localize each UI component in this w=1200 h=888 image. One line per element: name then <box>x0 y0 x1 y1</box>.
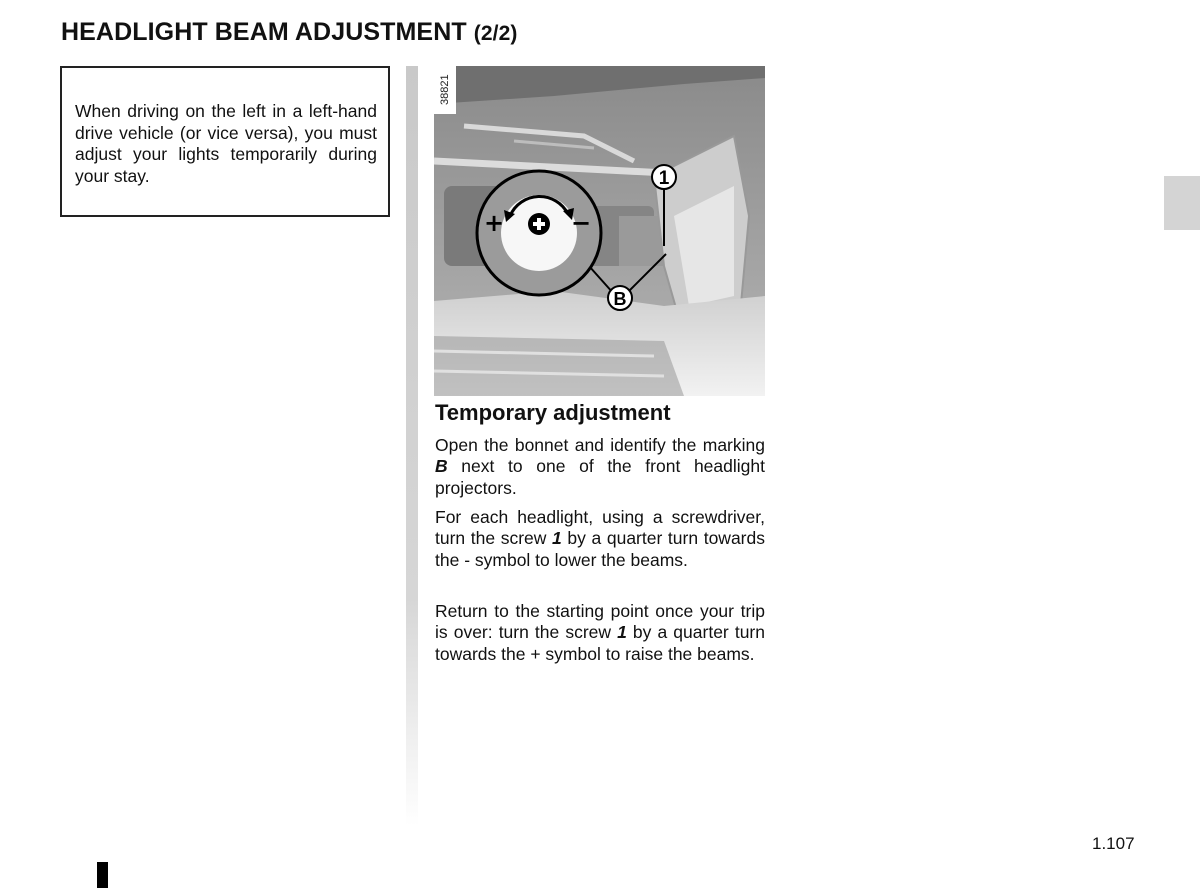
paragraph-open-bonnet: Open the bonnet and identify the marking B next to one of the front headlight projectors. <box>435 435 765 498</box>
figure-code: 38821 <box>434 66 456 114</box>
minus-icon: − <box>570 209 592 237</box>
engine-bay-illustration <box>434 66 765 396</box>
paragraph-raise-beams: Return to the starting point once your trip is over: turn the screw 1 by a quarter turn towards the + symbol to raise the beams. <box>435 601 765 664</box>
marking-b: B <box>435 456 448 477</box>
grille <box>434 336 684 396</box>
crop-mark <box>97 862 108 888</box>
plus-icon: + <box>483 209 505 237</box>
page-title-text: HEADLIGHT BEAM ADJUSTMENT <box>61 18 467 46</box>
column-divider <box>406 66 418 826</box>
paragraph-lower-beams: For each headlight, using a screwdriver, turn the screw 1 by a quarter turn towards the - symbol to lower the beams. <box>435 507 765 570</box>
headlight-figure <box>434 66 765 396</box>
callout-1: 1 <box>658 168 670 189</box>
note-text: When driving on the left in a left-hand drive vehicle (or vice versa), you must adjust your lights temporarily during your stay. <box>75 101 377 186</box>
callout-b: B <box>613 289 627 309</box>
page-title <box>61 18 517 47</box>
screw-ref: 1 <box>617 622 627 643</box>
page-number: 1.107 <box>1092 834 1135 853</box>
fuse-box <box>619 216 664 266</box>
adjust-screw-icon <box>528 213 550 235</box>
note-box <box>60 66 390 217</box>
section-tab <box>1164 176 1200 230</box>
page-title-part: (2/2) <box>473 22 518 45</box>
section-heading: Temporary adjustment <box>435 400 671 425</box>
screw-ref: 1 <box>552 528 562 549</box>
